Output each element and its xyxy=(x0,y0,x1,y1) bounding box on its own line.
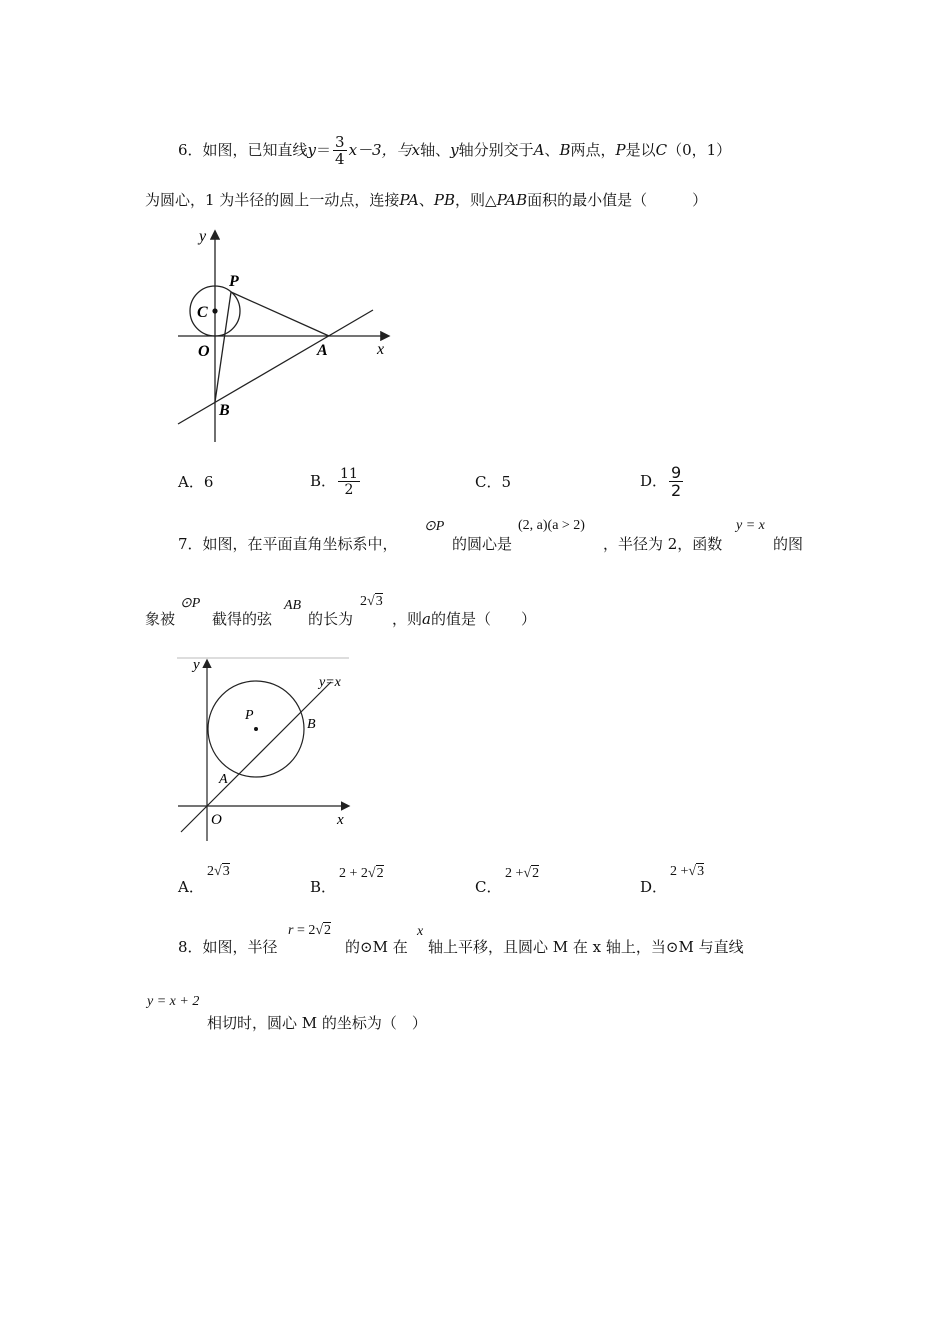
q6-text-d: 是以 xyxy=(625,141,656,159)
q6-x-minus: x－3，与 xyxy=(348,141,412,159)
q6-point-a: A xyxy=(533,141,545,159)
q7-line2-a: 象被 xyxy=(145,610,176,628)
q8-x-var: x xyxy=(417,924,424,939)
q6-text: 6．如图，已知直线 xyxy=(178,141,308,159)
q7-option-a-value[interactable] xyxy=(207,864,230,880)
q8-r-rad: 2 xyxy=(324,923,332,938)
q6-label-y: y xyxy=(199,228,207,245)
q6-axis-text: 轴、 xyxy=(420,141,451,159)
q6-segment-pa xyxy=(231,292,329,336)
q7-label-a: A xyxy=(219,772,228,787)
q6-line2 xyxy=(145,190,707,210)
q7-text-d: 的图 xyxy=(773,535,804,553)
q6-label-x: x xyxy=(377,341,385,358)
q7-line2-c: 的长为 xyxy=(308,610,354,628)
q7-option-a-label[interactable]: A． xyxy=(178,878,204,896)
q6-label-b: B xyxy=(219,402,230,419)
q7-center: (2, a)(a > 2) xyxy=(518,518,585,533)
q6-option-b-den: 2 xyxy=(338,481,360,497)
q7-a-var: a xyxy=(422,610,431,628)
q6-sep2: 、 xyxy=(418,191,434,209)
q6-option-a-label: A． xyxy=(178,473,204,491)
q7-option-b-value[interactable] xyxy=(339,866,384,882)
q6-x-var: x xyxy=(411,141,421,159)
q7-text-b: 的圆心是 xyxy=(452,535,513,553)
q7-label-x: x xyxy=(337,812,344,828)
q7-line-y-eq-x xyxy=(181,682,331,832)
q6-line1 xyxy=(178,130,731,170)
q6-label-p: P xyxy=(229,273,239,290)
q6-frac-num: 3 xyxy=(335,133,345,151)
q7-line1-text: 7．如图，在平面直角坐标系中， xyxy=(178,535,398,553)
q8-line2: 相切时，圆心 M 的坐标为（ ） xyxy=(207,1014,427,1032)
q6-option-d-num: 9 xyxy=(671,463,682,482)
q6-point-b: B xyxy=(559,141,571,159)
q8-r-sqrt-sign: √ xyxy=(315,923,324,938)
q6-pab: PAB xyxy=(496,191,528,209)
q7-option-d-value[interactable] xyxy=(670,864,704,880)
q6-label-o: O xyxy=(198,343,210,360)
q7-center-dot xyxy=(254,727,258,731)
q7-label-y: y xyxy=(193,657,200,673)
q6-label-a: A xyxy=(317,342,328,359)
q8-r-var: r xyxy=(288,923,294,938)
q6-option-d[interactable] xyxy=(640,458,685,504)
q7-option-c-sqrt-sign: √ xyxy=(523,866,532,881)
q6-option-b-label: B． xyxy=(310,472,337,490)
q8-line-eq: y = x + 2 xyxy=(147,994,200,1009)
q7-len-coef: 2 xyxy=(360,594,367,609)
q7-option-c-value[interactable] xyxy=(505,866,539,882)
q7-line2-d xyxy=(392,608,536,629)
q7-odot-p: ⊙P xyxy=(424,519,445,534)
q7-label-b: B xyxy=(307,717,316,732)
q6-option-c[interactable] xyxy=(475,472,511,492)
q6-line-ab xyxy=(178,310,373,424)
q7-option-b-prefix: 2 + 2 xyxy=(339,866,368,881)
q6-line2-a: 为圆心，1 为半径的圆上一动点，连接 xyxy=(145,191,400,209)
q7-line2-d-text: ，则 xyxy=(392,610,423,628)
q6-text-e: （0，1） xyxy=(667,141,732,159)
q6-point-p: P xyxy=(615,141,626,159)
q6-option-c-value: 5 xyxy=(501,473,512,491)
q6-y-var2: y xyxy=(450,141,459,159)
q6-option-a-value: 6 xyxy=(203,473,214,491)
q7-option-d-sqrt-sign: √ xyxy=(688,864,697,879)
q6-fraction xyxy=(333,135,347,167)
q6-line2-b: ，则△ xyxy=(455,191,497,209)
q6-option-a[interactable] xyxy=(178,472,213,492)
q7-option-a-sqrt-sign: √ xyxy=(214,864,222,879)
q6-figure xyxy=(170,222,400,447)
q7-option-b-label[interactable]: B． xyxy=(310,878,337,896)
q7-option-c-prefix: 2 + xyxy=(505,866,524,881)
q7-option-d-prefix: 2 + xyxy=(670,864,689,879)
q6-pa: PA xyxy=(399,191,419,209)
q8-radius xyxy=(288,923,331,939)
q8-r-eq: = 2 xyxy=(296,923,316,938)
q7-figure xyxy=(175,655,360,845)
q7-label-p: P xyxy=(245,708,254,723)
q6-point-c: C xyxy=(655,141,668,159)
q8-text-c: 轴上平移，且圆心 M 在 x 轴上，当⊙M 与直线 xyxy=(428,938,744,956)
q7-len-rad: 3 xyxy=(375,594,383,609)
q7-line2-e: 的值是（ ） xyxy=(430,610,536,628)
q8-text-a: 8．如图，半径 xyxy=(178,938,278,956)
q6-segment-pb xyxy=(215,292,231,402)
q6-label-c: C xyxy=(197,304,208,321)
q6-option-b-num: 11 xyxy=(340,466,358,482)
q7-option-c-label[interactable]: C． xyxy=(475,878,502,896)
q6-center-dot xyxy=(212,308,217,313)
q7-ab: AB xyxy=(284,598,302,613)
q7-len-sqrt-sign: √ xyxy=(367,594,375,609)
q6-option-d-den: 2 xyxy=(671,481,682,500)
q6-y-var: y xyxy=(307,141,317,159)
q7-option-b-rad: 2 xyxy=(376,866,384,881)
q7-odot-p2: ⊙P xyxy=(180,596,201,611)
q7-label-line: y=x xyxy=(319,675,341,690)
q6-option-d-fraction xyxy=(669,465,683,499)
q8-text-b: 的⊙M 在 xyxy=(345,938,408,956)
q7-option-c-rad: 2 xyxy=(532,866,540,881)
q7-line2-b: 截得的弦 xyxy=(212,610,273,628)
q6-eq: ＝ xyxy=(316,141,332,159)
q6-option-c-label: C． xyxy=(475,473,502,491)
q7-label-o: O xyxy=(211,812,222,828)
q6-frac-den: 4 xyxy=(335,150,345,168)
q6-text-b: 轴分别交于 xyxy=(458,141,534,159)
q6-option-b[interactable] xyxy=(310,458,362,504)
q6-pb: PB xyxy=(433,191,456,209)
q7-func: y = x xyxy=(736,518,765,533)
q6-text-c: 两点， xyxy=(570,141,616,159)
q7-text-c: ，半径为 2，函数 xyxy=(603,535,723,553)
q7-option-d-rad: 3 xyxy=(697,864,705,879)
q7-option-d-label[interactable]: D． xyxy=(640,878,668,896)
q7-option-a-rad: 3 xyxy=(222,864,230,879)
q7-option-a-prefix: 2 xyxy=(207,864,214,879)
q6-sep1: 、 xyxy=(544,141,560,159)
q6-option-b-fraction xyxy=(338,467,360,497)
q7-chord-length xyxy=(360,594,383,610)
q6-line2-c: 面积的最小值是（ ） xyxy=(527,191,708,209)
q7-option-b-sqrt-sign: √ xyxy=(367,866,376,881)
q6-option-d-label: D． xyxy=(640,472,668,490)
